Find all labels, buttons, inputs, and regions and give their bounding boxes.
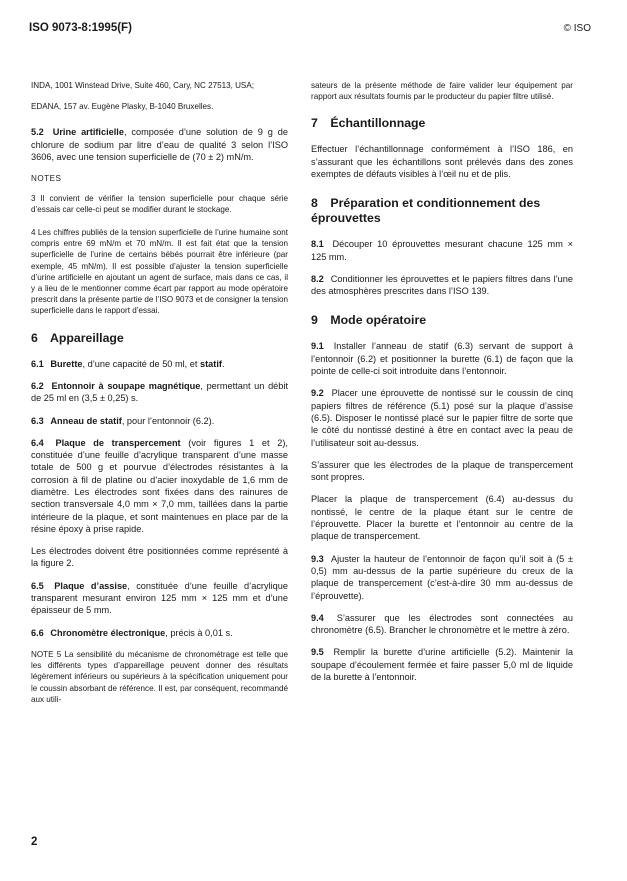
note-5: NOTE 5 La sensibilité du mécanisme de chronométrage est telle que les différents types d’appareillage peuvent donner des résultats légèrement inférieurs ou supérieurs à la spécification uniquement pour le coussin absorbant de référence. Il est, par conséquent, recommandé aux utili- [31, 649, 288, 704]
clause-term: Anneau de statif [50, 415, 122, 426]
section-6-heading [31, 331, 288, 346]
clause-number: 6.1 [31, 358, 44, 369]
clause-number: 8.1 [311, 239, 324, 250]
section-title: Mode opératoire [330, 313, 427, 328]
clause-text: , constituée d’une feuille d’acrylique transparent mesurant environ 125 mm × 125 mm et d’une épaisseur de 5 mm. [31, 580, 288, 616]
clause-number: 9.5 [311, 647, 324, 658]
clause-term: Entonnoir à soupape magnétique [51, 380, 201, 391]
section-7-text: Effectuer l’échantillonnage conformément à l’ISO 186, en s’assurant que les échantillons sont prélevés dans des zones exemptes de défauts visibles à l’œil nu et de plis. [311, 144, 573, 179]
clause-number: 6.5 [31, 580, 44, 591]
clause-6-4 [31, 437, 288, 535]
clause-9-5 [311, 646, 573, 683]
clause-number: 6.3 [31, 415, 44, 426]
clause-text: Remplir la burette d’urine artificielle (5.2). Maintenir la soupape d’écoulement fermée et faire passer 5,0 ml de liquide de la burette à l’entonnoir. [311, 647, 573, 683]
clause-text: (voir figures 1 et 2), constituée d’une feuille d’acrylique transparent d’une masse totale de 500 g et pourvue d’électrodes résistantes à la corrosion à fil de platine ou d’acier inoxydable de 1,6 mm de diamètre. Les électrodes sont fixées dans des rainures de section transversale 4,0 mm × 7,0 mm, taillées dans la partie intérieure de la plaque, et sont maintenues en place par de la résine époxy à prise rapide. [31, 437, 288, 534]
section-title: Préparation et conditionnement des éprouvettes [311, 196, 541, 226]
section-9-heading [311, 313, 573, 328]
clause-6-5 [31, 580, 288, 617]
clause-number: 6.2 [31, 380, 44, 391]
standard-id: ISO 9073-8:1995(F) [29, 22, 132, 34]
section-number: 8 [311, 196, 318, 211]
section-8-heading [311, 196, 573, 226]
clause-number: 9.1 [311, 341, 324, 352]
section-number: 6 [31, 330, 38, 345]
left-column [31, 80, 288, 715]
note-5-continued: sateurs de la présente méthode de faire valider leur équipement par rapport aux résultats fournis par le producteur du papier filtre utilisé. [311, 81, 573, 102]
clause-text: , pour l’entonnoir (6.2). [121, 415, 215, 426]
clause-5-2 [31, 126, 288, 163]
clause-text: , composée d’une solution de 9 g de chlorure de sodium par litre d’eau de qualité 3 selon l’ISO 3606, avec une tension superficielle de (70 ± 2) mN/m. [31, 127, 288, 162]
clause-text: Découper 10 éprouvettes mesurant chacune 125 mm × 125 mm. [311, 239, 573, 262]
section-number: 9 [311, 313, 318, 328]
address-edana: EDANA, 157 av. Eugène Plasky, B-1040 Bruxelles. [31, 102, 214, 112]
page-number: 2 [31, 836, 38, 848]
clause-text: Conditionner les éprouvettes et le papiers filtres dans l’une des atmosphères prescrites dans l’ISO 139. [311, 273, 573, 297]
clause-term: Plaque de transpercement [55, 437, 181, 448]
clause-term: Chronomètre électronique [50, 627, 166, 638]
clause-9-4 [311, 612, 573, 637]
section-title: Échantillonnage [330, 116, 426, 131]
clause-text: Ajuster la hauteur de l’entonnoir de façon qu’il soit à (5 ± 0,5) mm au-dessus de la partie supérieure du creux de la plaque de transpercement (c’est-à-dire 30 mm au-dessus de l’éprouvette). [311, 553, 573, 601]
clause-text-end: . [221, 358, 225, 369]
clause-9-1 [311, 340, 573, 377]
clause-number: 9.3 [311, 553, 324, 564]
clause-term: Plaque d’assise [54, 580, 128, 591]
notes-label: NOTES [31, 174, 62, 184]
clause-term: Urine artificielle [52, 127, 124, 138]
copyright-notice: © ISO [563, 23, 591, 34]
clause-number: 9.4 [311, 612, 324, 623]
clause-6-2 [31, 380, 288, 405]
clause-text: Placer une éprouvette de nontissé sur le coussin de cinq papiers filtres de référence (5.1) posé sur la plaque d’assise (6.5). Disposer le nontissé placé sur le papier filtre de sorte que le côté du nontissé destiné à être en contact avec la peau de l’utilisateur soit au-dessus. [311, 388, 573, 448]
section-number: 7 [311, 116, 318, 131]
clause-9-2 [311, 387, 573, 448]
clause-8-1 [311, 238, 573, 263]
section-7-heading [311, 116, 573, 131]
clause-text: , permettant un débit de 25 ml en (3,5 ± 0,25) s. [31, 380, 288, 404]
clause-text: S’assurer que les électrodes sont connectées au chronomètre (6.5). Brancher le chronomètre et le mettre à zéro. [311, 612, 573, 636]
clause-text: , précis à 0,01 s. [165, 627, 233, 638]
note-3: 3 Il convient de vérifier la tension superficielle pour chaque série d’essais car celle-ci peut se modifier durant le stockage. [31, 193, 288, 214]
clause-number: 9.2 [311, 388, 324, 399]
clause-number: 8.2 [311, 273, 324, 284]
clause-term-2: statif [199, 358, 222, 369]
right-column [311, 80, 573, 693]
clause-6-4-para-2: Les électrodes doivent être positionnées comme représenté à la figure 2. [31, 546, 288, 569]
clause-term: Burette [50, 358, 83, 369]
note-4: 4 Les chiffres publiés de la tension superficielle de l’urine humaine sont compris entre 69 mN/m et 70 mN/m. Il est fait état que la tension superficielle de l’urine de certains bébés pourrait être inférieure (par exemple, 45 mN/m). Il est possible d’ajuster la tension superficielle d’urine artificielle en ajoutant un agent de surface, mais dans ce cas, il y a lieu de le mentionner comme écart par rapport au mode opératoire prescrit dans la présente partie de l’ISO 9073 et de consigner la tension superficielle dans le rapport d’essai. [31, 228, 288, 316]
clause-text: Installer l’anneau de statif (6.3) servant de support à l’entonnoir (6.2) et positionner la burette (6.1) de façon que la pointe de celle-ci soit introduite dans l’entonnoir. [311, 341, 573, 377]
clause-text: , d’une capacité de 50 ml, et [82, 358, 200, 369]
clause-6-3 [31, 415, 288, 427]
clause-6-6 [31, 627, 288, 639]
section-title: Appareillage [49, 330, 124, 345]
clause-6-1 [31, 358, 288, 370]
clause-number: 5.2 [31, 127, 44, 138]
clause-number: 6.4 [31, 437, 44, 448]
clause-8-2 [311, 273, 573, 298]
clause-number: 6.6 [31, 627, 44, 638]
clause-9-2-para-3: Placer la plaque de transpercement (6.4) au-dessus du nontissé, le centre de la plaque étant sur le centre de l’éprouvette. Placer la burette et l’entonnoir au centre de la plaque de transpercement. [311, 494, 573, 542]
clause-9-3 [311, 553, 573, 602]
clause-9-2-para-2: S’assurer que les électrodes de la plaque de transpercement sont propres. [311, 459, 573, 483]
address-inda: INDA, 1001 Winstead Drive, Suite 460, Cary, NC 27513, USA; [31, 81, 254, 90]
